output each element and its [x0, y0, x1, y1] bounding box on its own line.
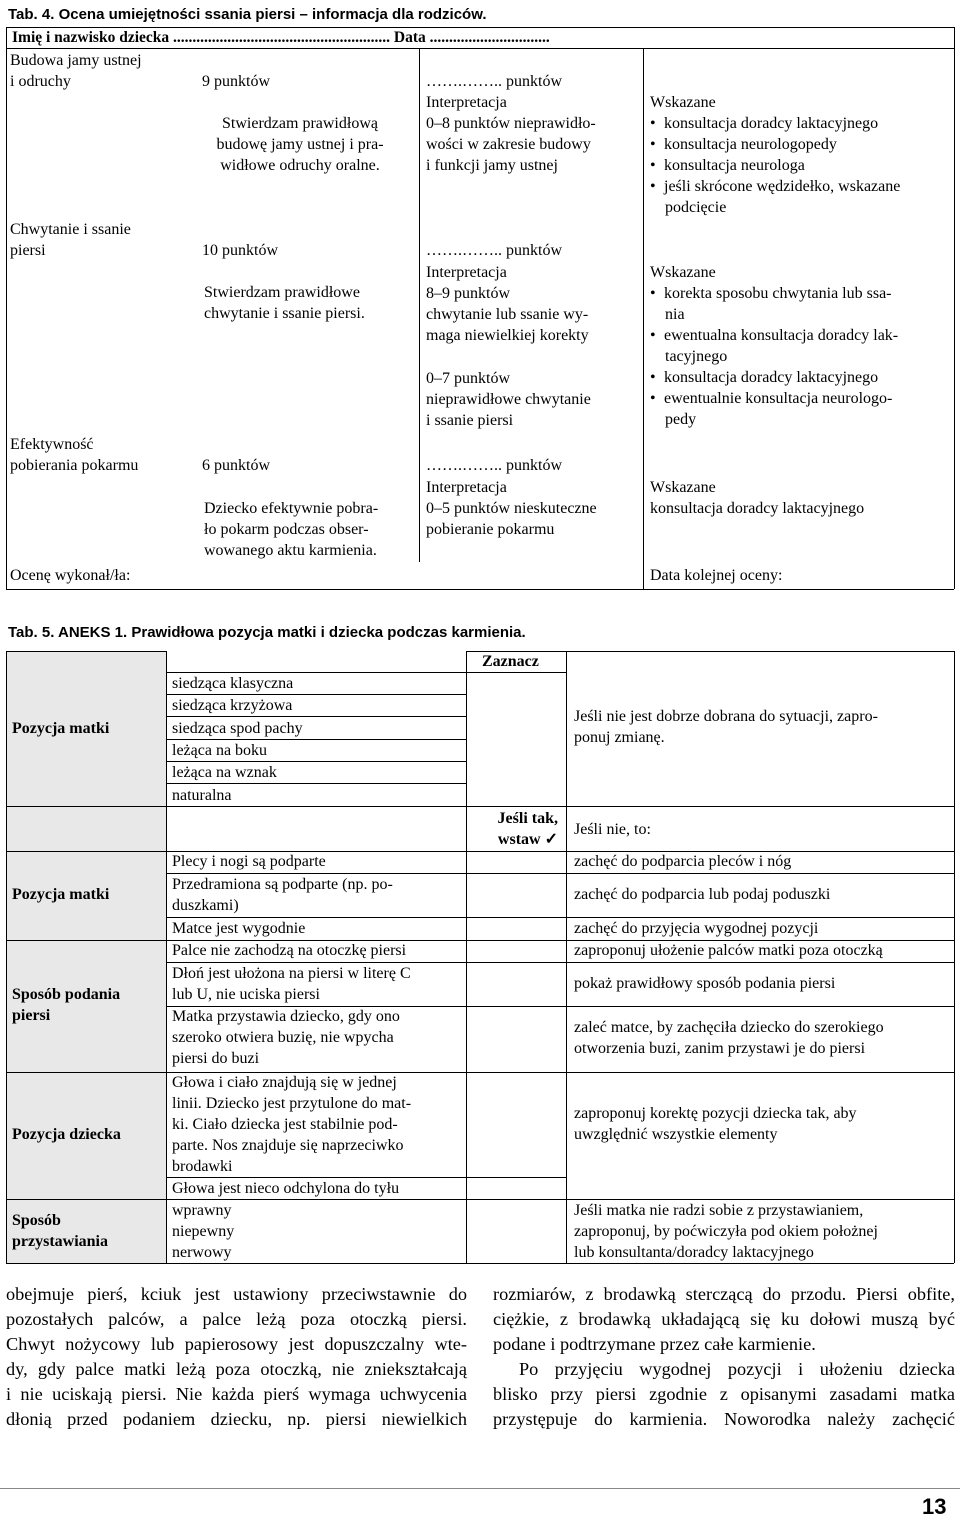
row3-score: …….…….. punktów: [426, 457, 562, 474]
action: pokaż prawidłowy sposób podania piersi: [574, 975, 836, 992]
criterion: Dłoń jest ułożona na piersi w literę C lub U, nie uciska piersi: [172, 965, 411, 1003]
action: zaproponuj korektę pozycji dziecka tak, aby uwzględnić wszystkie elementy: [574, 1105, 857, 1143]
criterion: Przedramiona są podparte (np. po- duszkami): [172, 876, 393, 914]
group1-label: Pozycja matki: [12, 720, 110, 737]
row1-description: Stwierdzam prawidłową budowę jamy ustnej i pra- widłowe odruchy oralne.: [216, 115, 384, 174]
row3-interpretation: Interpretacja 0–5 punktów nieskuteczne pobieranie pokarmu: [426, 479, 597, 538]
assessor-label: Ocenę wykonał/ła:: [10, 567, 131, 584]
group5-label: Sposób przystawiania: [12, 1212, 108, 1250]
group1-item: siedząca krzyżowa: [172, 697, 293, 714]
row1-label: Budowa jamy ustnej i odruchy: [10, 52, 142, 90]
group1-note: Jeśli nie jest dobrze dobrana do sytuacji, zapro- ponuj zmianę.: [574, 708, 878, 746]
action: zachęć do podparcia pleców i nóg: [574, 853, 792, 870]
criterion: Matka przystawia dziecko, gdy ono szeroko otwiera buzię, nie wpycha piersi do buzi: [172, 1008, 400, 1067]
tab4-header: Imię i nazwisko dziecka ........................................................ Data ...............................: [12, 29, 550, 46]
tab5-caption: Tab. 5. ANEKS 1. Prawidłowa pozycja matki i dziecka podczas karmienia.: [8, 624, 526, 641]
row2-points: 10 punktów: [202, 242, 278, 259]
row2-interpretation: Interpretacja 8–9 punktów chwytanie lub ssanie wy- maga niewielkiej korekty: [426, 264, 589, 344]
row2-description: Stwierdzam prawidłowe chwytanie i ssanie piersi.: [204, 284, 365, 322]
row1-score: …….…….. punktów: [426, 73, 562, 90]
tab4-caption: Tab. 4. Ocena umiejętności ssania piersi – informacja dla rodziców.: [8, 6, 487, 23]
check-header: Jeśli tak, wstaw ✓: [497, 810, 558, 848]
group3-label: Sposób podania piersi: [12, 986, 121, 1024]
group1-item: siedząca spod pachy: [172, 720, 303, 737]
next-assessment-date-label: Data kolejnej oceny:: [650, 567, 783, 584]
row1-interpretation: Interpretacja 0–8 punktów nieprawidło- wości w zakresie budowy i funkcji jamy ustnej: [426, 94, 596, 174]
row3-label: Efektywność pobierania pokarmu: [10, 436, 139, 474]
criterion: Głowa jest nieco odchylona do tyłu: [172, 1180, 400, 1197]
page-number: 13: [922, 1494, 947, 1519]
action: zaproponuj ułożenie palców matki poza otoczką: [574, 942, 883, 959]
body-text-right: rozmiarów, z brodawką sterczącą do przodu. Piersi obfite, ciężkie, z brodawką układającą się ku dołowi muszą być podane i podtrzymane przez całe karmienie. Po przyjęciu wygodnej pozycji i ułożeniu dziecka blisko przy piersi zgodnie z opisanymi zasadami matka przystępuje do karmienia. Noworodka należy zachęcić: [493, 1284, 955, 1429]
row3-description: Dziecko efektywnie pobra- ło pokarm podczas obser- wowanego aktu karmienia.: [204, 500, 379, 559]
row3-recommendations: Wskazane konsultacja doradcy laktacyjnego: [650, 479, 865, 517]
row1-recommendations: Wskazane • konsultacja doradcy laktacyjnego • konsultacja neurologopedy • konsultacja neurologa • jeśli skrócone wędzidełko, wskazane podcięcie: [650, 94, 901, 216]
criterion: Palce nie zachodzą na otoczkę piersi: [172, 942, 407, 959]
action: Jeśli matka nie radzi sobie z przystawianiem, zaproponuj, by poćwiczyła pod okiem położnej lub konsultanta/doradcy laktacyjnego: [574, 1202, 878, 1261]
group2-label: Pozycja matki: [12, 886, 110, 903]
row1-points: 9 punktów: [202, 73, 270, 90]
zaznacz-header: Zaznacz: [482, 653, 539, 670]
group1-item: leżąca na wznak: [172, 764, 277, 781]
action: zaleć matce, by zachęciła dziecko do szerokiego otworzenia buzi, zanim przystawi je do piersi: [574, 1019, 884, 1057]
criterion: Matce jest wygodnie: [172, 920, 306, 937]
action: zachęć do przyjęcia wygodnej pozycji: [574, 920, 819, 937]
footer-rule: [0, 1488, 960, 1489]
body-text-left: obejmuje pierś, kciuk jest ustawiony przeciwstawnie do pozostałych palców, a palce leżą poza otoczką piersi. Chwyt nożycowy lub papierosowy jest dopuszczalny wte- dy, gdy palce matki leżą poza otoczką, nie zniekształcają i nie uciskają piersi. Nie każda pierś wymaga uchwycenia dłonią przed podaniem dziecku, np. piersi niewielkich: [6, 1284, 467, 1429]
row2-score: …….…….. punktów: [426, 242, 562, 259]
row2-recommendations: Wskazane • korekta sposobu chwytania lub ssa- nia • ewentualna konsultacja doradcy lak- tacyjnego • konsultacja doradcy laktacyjnego • ewentualnie konsultacja neurologo- pedy: [650, 264, 899, 428]
row2-label: Chwytanie i ssanie piersi: [10, 221, 131, 259]
group1-item: naturalna: [172, 787, 232, 804]
group4-label: Pozycja dziecka: [12, 1126, 121, 1143]
group1-item: siedząca klasyczna: [172, 675, 294, 692]
criterion: Głowa i ciało znajdują się w jednej linii. Dziecko jest przytulone do mat- ki. Ciało dziecka jest stabilnie pod- parte. Nos znajduje się naprzeciwko brodawki: [172, 1074, 412, 1175]
if-not-header: Jeśli nie, to:: [574, 821, 651, 838]
action: zachęć do podparcia lub podaj poduszki: [574, 886, 831, 903]
row2-interpretation-2: 0–7 punktów nieprawidłowe chwytanie i ssanie piersi: [426, 370, 591, 429]
criterion: wprawny niepewny nerwowy: [172, 1202, 235, 1261]
group1-item: leżąca na boku: [172, 742, 268, 759]
row3-points: 6 punktów: [202, 457, 270, 474]
criterion: Plecy i nogi są podparte: [172, 853, 326, 870]
